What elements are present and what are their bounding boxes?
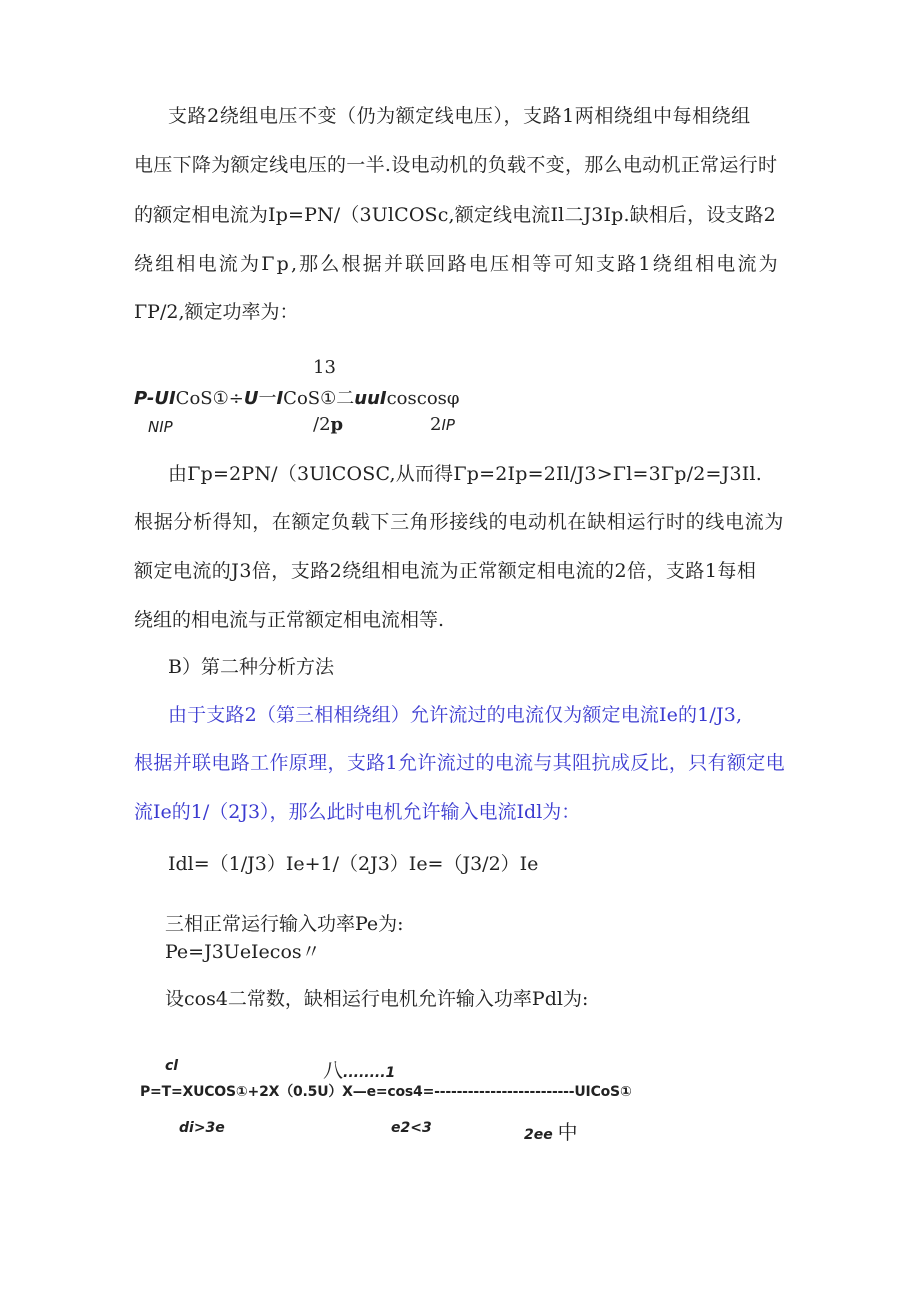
equation-idl: Idl=（1/J3）Ie+1/（2J3）Ie=（J3/2）Ie: [168, 853, 539, 875]
paragraph-line: ΓP/2,额定功率为：: [134, 301, 299, 323]
paragraph-line: 额定电流的J3倍，支路2绕组相电流为正常额定相电流的2倍，支路1每相: [134, 560, 757, 582]
paragraph-line: 根据分析得知，在额定负载下三角形接线的电动机在缺相运行时的线电流为: [134, 511, 785, 533]
formula-expression: P=T=XUCOS①+2X（0.5U）X—e=cos4=-------------------------UICoS①: [140, 1084, 632, 1100]
paragraph-line: 流Ie的1/（2J3），那么此时电机允许输入电流Idl为：: [134, 801, 581, 823]
formula-superscript: 八........1: [323, 1058, 396, 1082]
formula-subscript: NIP: [148, 418, 173, 436]
paragraph-line: 绕组相电流为Γp,那么根据并联回路电压相等可知支路1绕组相电流为: [134, 253, 780, 275]
cos-text: 设cos4二常数，缺相运行电机允许输入功率Pdl为:: [165, 988, 589, 1010]
section-heading: B）第二种分析方法: [168, 656, 334, 678]
formula-superscript: 13: [313, 357, 336, 378]
paragraph-line: 绕组的相电流与正常额定相电流相等.: [134, 609, 445, 631]
formula-expression: P-UICoS①÷U一ICoS①二uuIcoscosφ: [134, 388, 460, 409]
paragraph-line: 的额定相电流为Ip=PN/（3UlCOSc,额定线电流Il二J3Ip.缺相后，设支路2: [134, 204, 776, 226]
paragraph-line: 支路2绕组电压不变（仍为额定线电压），支路1两相绕组中每相绕组: [168, 105, 751, 127]
formula-subscript: 2ee 中: [524, 1120, 578, 1144]
paragraph-line: 由于支路2（第三相相绕组）允许流过的电流仅为额定电流Ie的1/J3,: [168, 704, 743, 726]
formula-subscript: di>3e: [179, 1120, 225, 1136]
paragraph-line: 电压下降为额定线电压的一半.设电动机的负载不变，那么电动机正常运行时: [134, 154, 778, 176]
paragraph-line: 由Γp=2PN/（3UlCOSC,从而得Γp=2Ip=2Il/J3>Γl=3Γp/2=J3Il.: [168, 463, 762, 485]
formula-superscript: cl: [165, 1058, 179, 1074]
formula-subscript: /2p: [313, 414, 344, 435]
pe-label: 三相正常运行输入功率Pe为:: [165, 913, 404, 935]
formula-subscript: 2IP: [430, 414, 455, 435]
pe-equation: Pe=J3UeIecos〃: [165, 941, 321, 963]
formula-subscript: e2<3: [391, 1120, 432, 1136]
paragraph-line: 根据并联电路工作原理，支路1允许流过的电流与其阻抗成反比，只有额定电: [134, 752, 785, 774]
